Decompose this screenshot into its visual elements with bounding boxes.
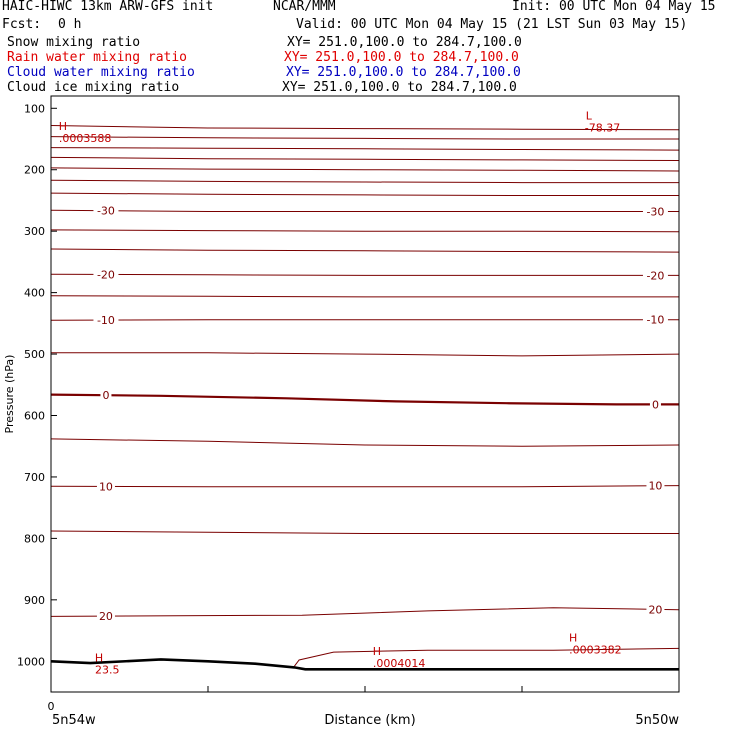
contour-label: 10 — [98, 480, 113, 494]
temperature-contour — [51, 168, 679, 171]
contour-label: -30 — [96, 204, 115, 218]
extremum-marker: H — [94, 651, 104, 665]
valid-time: Valid: 00 UTC Mon 04 May 15 (21 LST Sun 03 May 15) — [296, 17, 688, 32]
y-tick-label: 500 — [24, 348, 45, 362]
temperature-contour — [51, 296, 679, 297]
contour-label: -30 — [646, 205, 665, 219]
extremum-marker: H — [568, 631, 578, 645]
y-tick-label: 1000 — [17, 655, 45, 669]
terrain-line — [51, 659, 679, 669]
x-endpoint-left: 5n54w — [52, 713, 96, 728]
extremum-value: .0003588 — [58, 131, 112, 145]
extremum-value: -78.37 — [584, 121, 621, 135]
contour-label: 0 — [102, 389, 110, 403]
y-tick-label: 800 — [24, 532, 45, 546]
y-tick-label: 900 — [24, 593, 45, 607]
extremum-marker: H — [372, 645, 381, 659]
temperature-contour — [51, 193, 679, 195]
temperature-contour — [51, 137, 679, 139]
contour-label: 20 — [98, 610, 113, 624]
temperature-contour — [51, 439, 679, 446]
init-time: Init: 00 UTC Mon 04 May 15 — [512, 0, 716, 14]
y-tick-label: 200 — [24, 163, 45, 177]
org-label: NCAR/MMM — [273, 0, 336, 14]
contour-label: -10 — [646, 313, 665, 327]
temperature-contour — [51, 249, 679, 252]
extremum-marker: L — [585, 109, 592, 123]
temperature-contour — [51, 320, 679, 321]
temperature-contours — [51, 126, 679, 667]
terrain-group — [51, 659, 679, 669]
legend-label-rain: Rain water mixing ratio — [7, 50, 188, 65]
fcst-label: Fcst: — [2, 17, 42, 32]
x-axis-title: Distance (km) — [324, 713, 416, 728]
y-tick-label: 700 — [24, 470, 45, 484]
extremum-marker: H — [58, 119, 67, 133]
temperature-contour — [51, 230, 679, 232]
extremum-value: .0003382 — [569, 643, 622, 657]
temperature-contour — [51, 210, 679, 211]
contour-label: -20 — [646, 269, 665, 283]
legend-label-cloud-ice: Cloud ice mixing ratio — [7, 80, 180, 95]
temperature-contour — [51, 608, 679, 617]
temperature-contour — [51, 486, 679, 487]
y-tick-label: 300 — [24, 225, 45, 239]
y-tick-label: 600 — [24, 409, 45, 423]
y-tick-label: 100 — [24, 102, 45, 116]
temperature-contour — [51, 353, 679, 356]
y-axis-title: Pressure (hPa) — [3, 354, 16, 434]
legend-xy-snow: XY= 251.0,100.0 to 284.7,100.0 — [287, 35, 522, 50]
run-title: HAIC-HIWC 13km ARW-GFS init — [2, 0, 214, 14]
contour-label: 20 — [648, 603, 663, 617]
extremum-value: .0004014 — [372, 657, 426, 671]
legend-label-cloud-water: Cloud water mixing ratio — [7, 65, 195, 80]
x-endpoint-right: 5n50w — [635, 713, 679, 728]
temperature-contour — [51, 531, 679, 534]
legend-label-snow: Snow mixing ratio — [7, 35, 141, 50]
x-tick-label: 0 — [47, 700, 55, 713]
temperature-contour — [51, 274, 679, 275]
temperature-contour — [51, 180, 679, 182]
contour-label: 10 — [648, 479, 663, 493]
fcst-value: 0 h — [58, 17, 82, 32]
legend-xy-cloud-ice: XY= 251.0,100.0 to 284.7,100.0 — [282, 80, 517, 95]
contour-label: -20 — [96, 268, 115, 282]
contour-label: -10 — [96, 314, 115, 328]
temperature-contour — [51, 148, 679, 151]
legend-xy-cloud-water: XY= 251.0,100.0 to 284.7,100.0 — [286, 65, 521, 80]
y-tick-label: 400 — [24, 286, 45, 300]
temperature-contour — [51, 395, 679, 405]
temperature-contour — [51, 157, 679, 160]
contour-label: 0 — [651, 398, 659, 412]
plot-frame — [51, 96, 679, 692]
extremum-value: 23.5 — [94, 663, 120, 677]
legend-xy-rain: XY= 251.0,100.0 to 284.7,100.0 — [284, 50, 519, 65]
